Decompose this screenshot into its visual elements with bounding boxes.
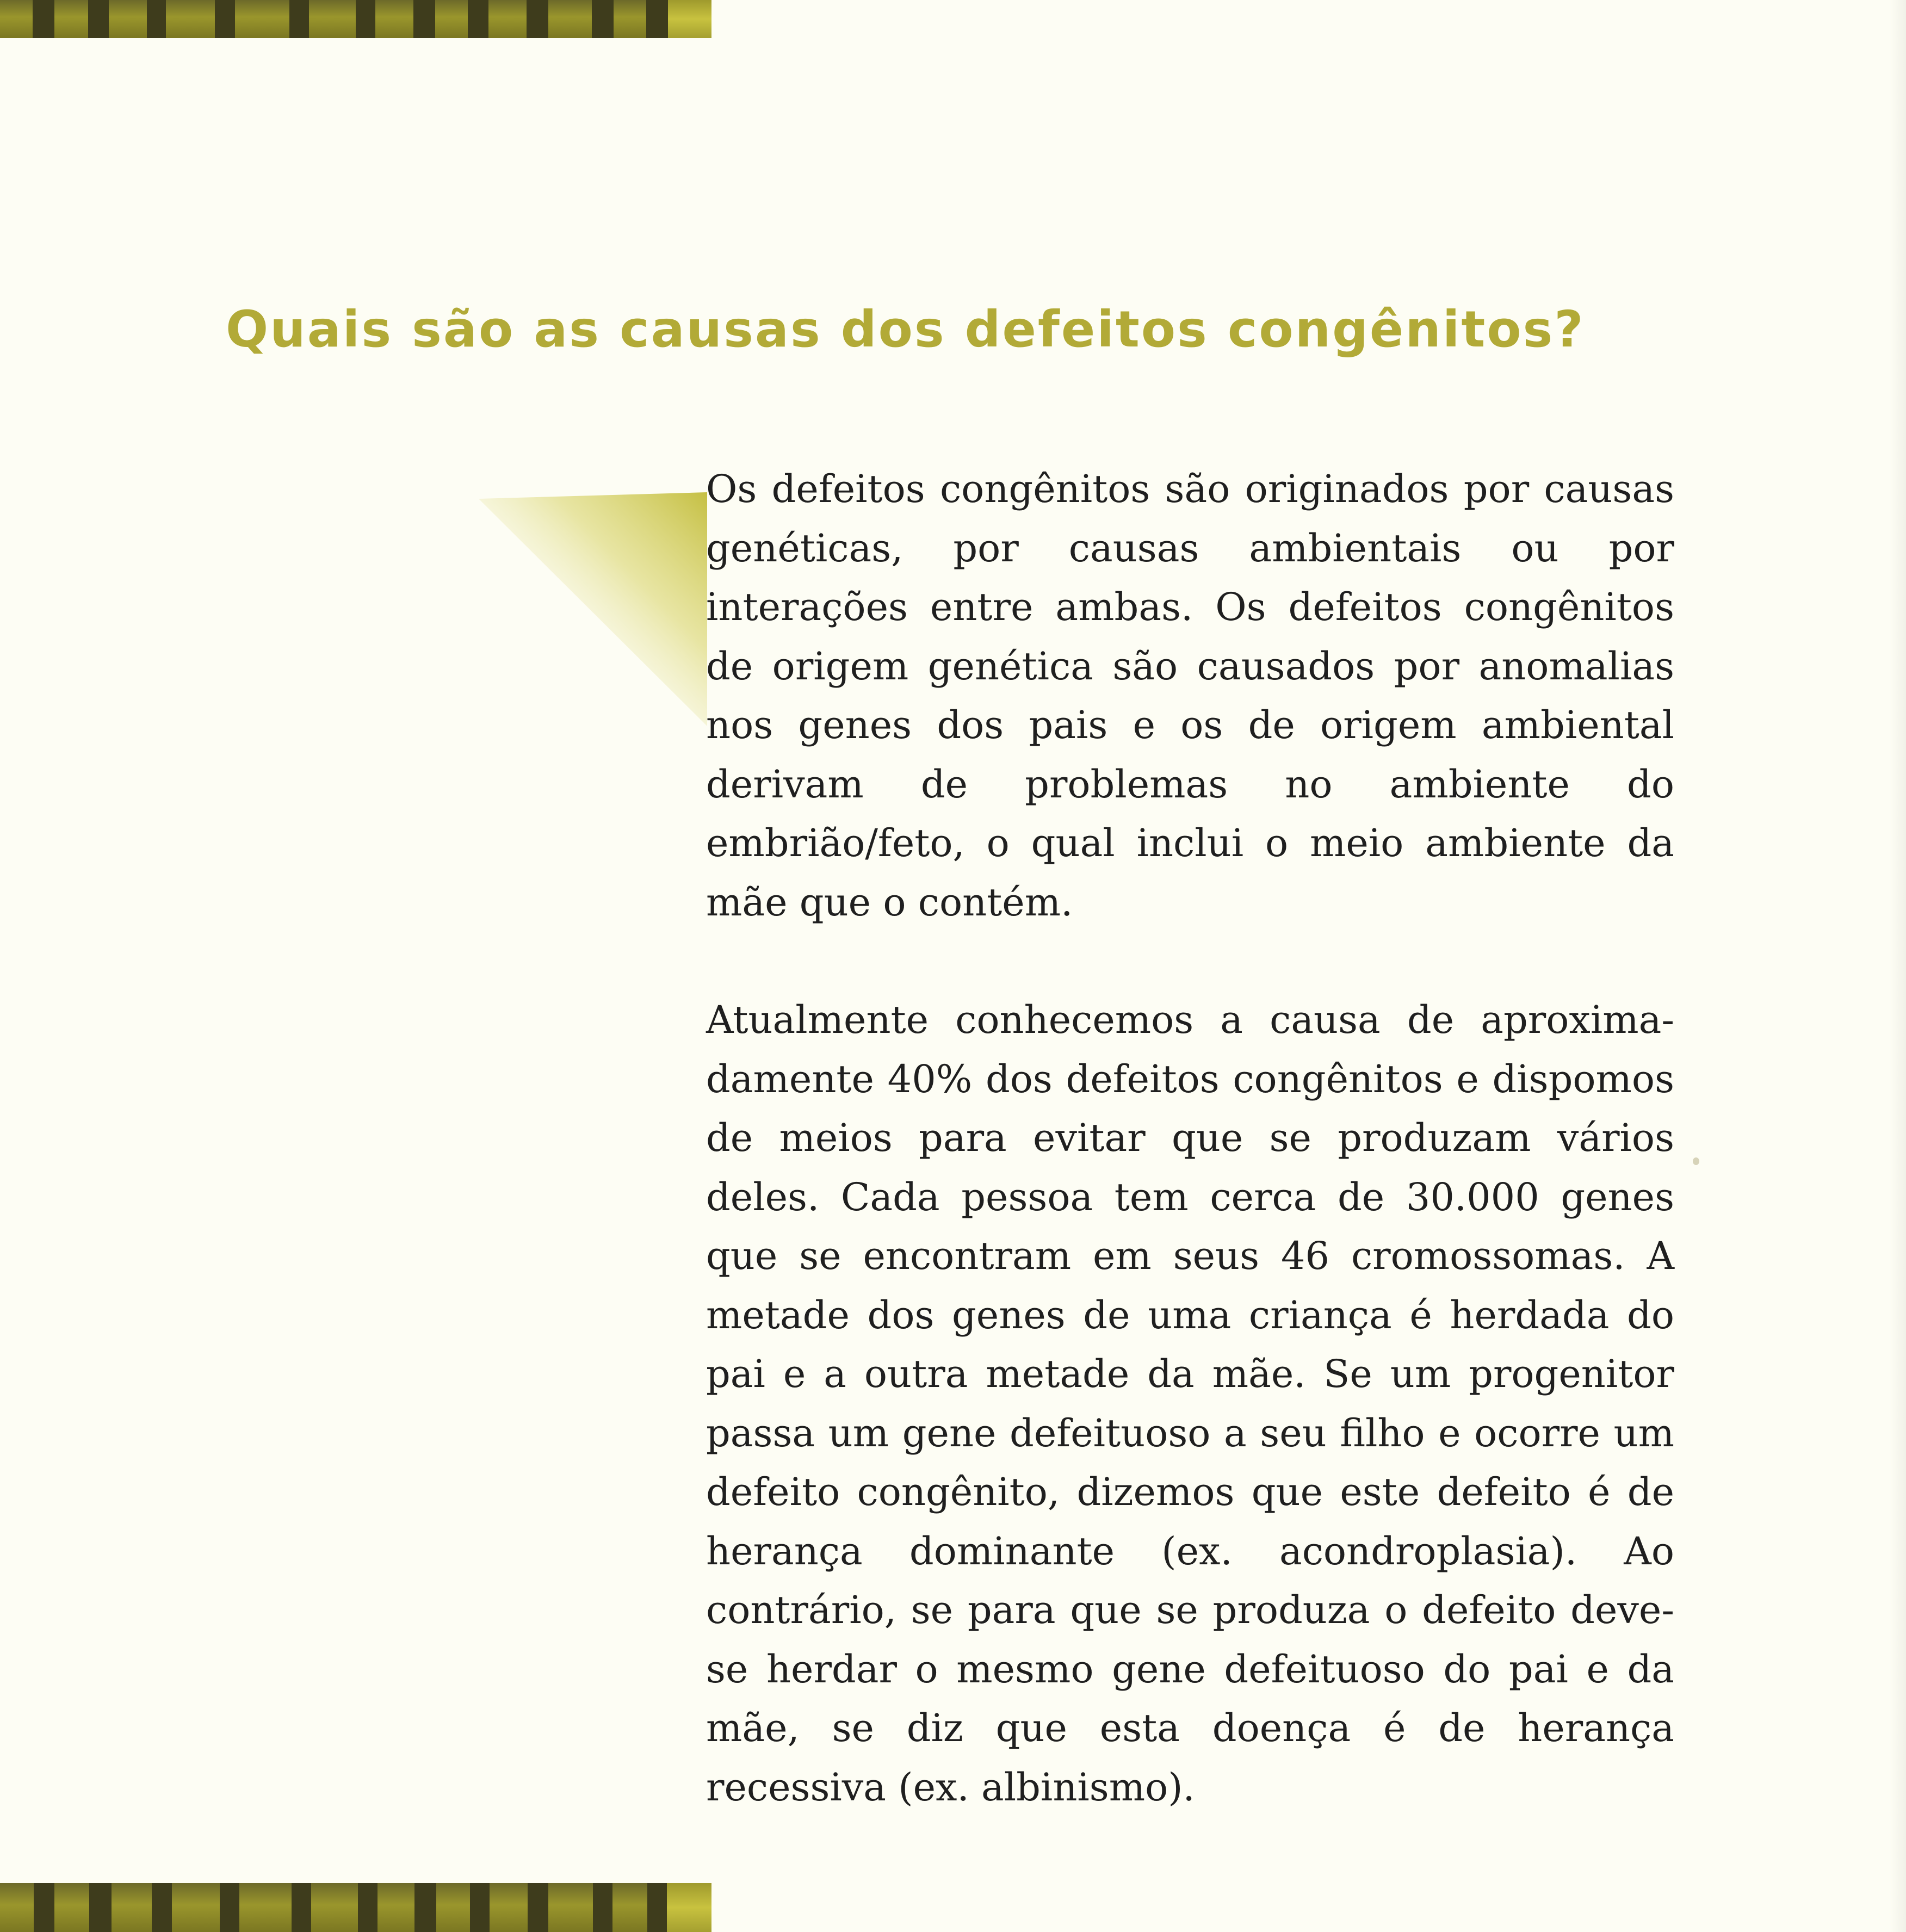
- film-frame: [0, 0, 33, 38]
- film-frame: [375, 0, 413, 38]
- film-frame: [548, 1883, 593, 1932]
- film-frame: [488, 0, 527, 38]
- film-frame: [109, 0, 147, 38]
- film-frame: [435, 0, 468, 38]
- page-edge-shadow: [1890, 0, 1906, 1932]
- film-frame: [54, 0, 88, 38]
- film-frame: [172, 1883, 220, 1932]
- film-frame: [490, 1883, 528, 1932]
- paragraph-causes-overview: Os defeitos congênitos são originados por causas genéticas, por causas ambientais ou por interações entre ambas. Os defeitos congênitos de origem genética são causados por anomalias nos genes dos pais e os de origem ambiental derivam de problemas no ambiente do embrião/feto, o qual inclui o meio ambiente da mãe que o contém.: [706, 467, 1674, 925]
- film-frame: [235, 0, 289, 38]
- film-frame: [436, 1883, 470, 1932]
- film-frame: [239, 1883, 292, 1932]
- film-frame: [668, 0, 711, 38]
- scan-speck: [1693, 1157, 1699, 1165]
- film-frame: [309, 0, 356, 38]
- film-frame: [54, 1883, 89, 1932]
- paragraph-genetic-inheritance: Atualmente conhecemos a causa de aproxima-damente 40% dos defeitos congênitos e dispomos de meios para evitar que se produzam vários deles. Cada pessoa tem cerca de 30.000 genes que se encontram em seus 46 cromossomas. A metade dos genes de uma criança é herdada do pai e a outra metade da mãe. Se um progenitor passa um gene defeituoso a seu filho e ocorre um defeito congênito, dizemos que este defeito é de herança dominante (ex. acondroplasia). Ao contrário, se para que se produza o defeito deve-se herdar o mesmo gene defeituoso do pai e da mãe, se diz que esta doença é de herança recessiva (ex. albinismo).: [706, 998, 1674, 1810]
- page-heading: Quais são as causas dos defeitos congênitos?: [226, 300, 1585, 358]
- film-frame: [614, 0, 646, 38]
- body-text-column: [706, 460, 1674, 1817]
- film-frame: [548, 0, 592, 38]
- film-frame: [378, 1883, 414, 1932]
- film-frame: [0, 1883, 34, 1932]
- yellow-corner-fade-decoration: [479, 492, 707, 726]
- top-film-strip-decoration: [0, 0, 711, 38]
- film-frame: [311, 1883, 358, 1932]
- bottom-film-strip-decoration: [0, 1883, 711, 1932]
- film-frame: [612, 1883, 647, 1932]
- film-frame: [667, 1883, 711, 1932]
- film-frame: [112, 1883, 152, 1932]
- film-frame: [166, 0, 215, 38]
